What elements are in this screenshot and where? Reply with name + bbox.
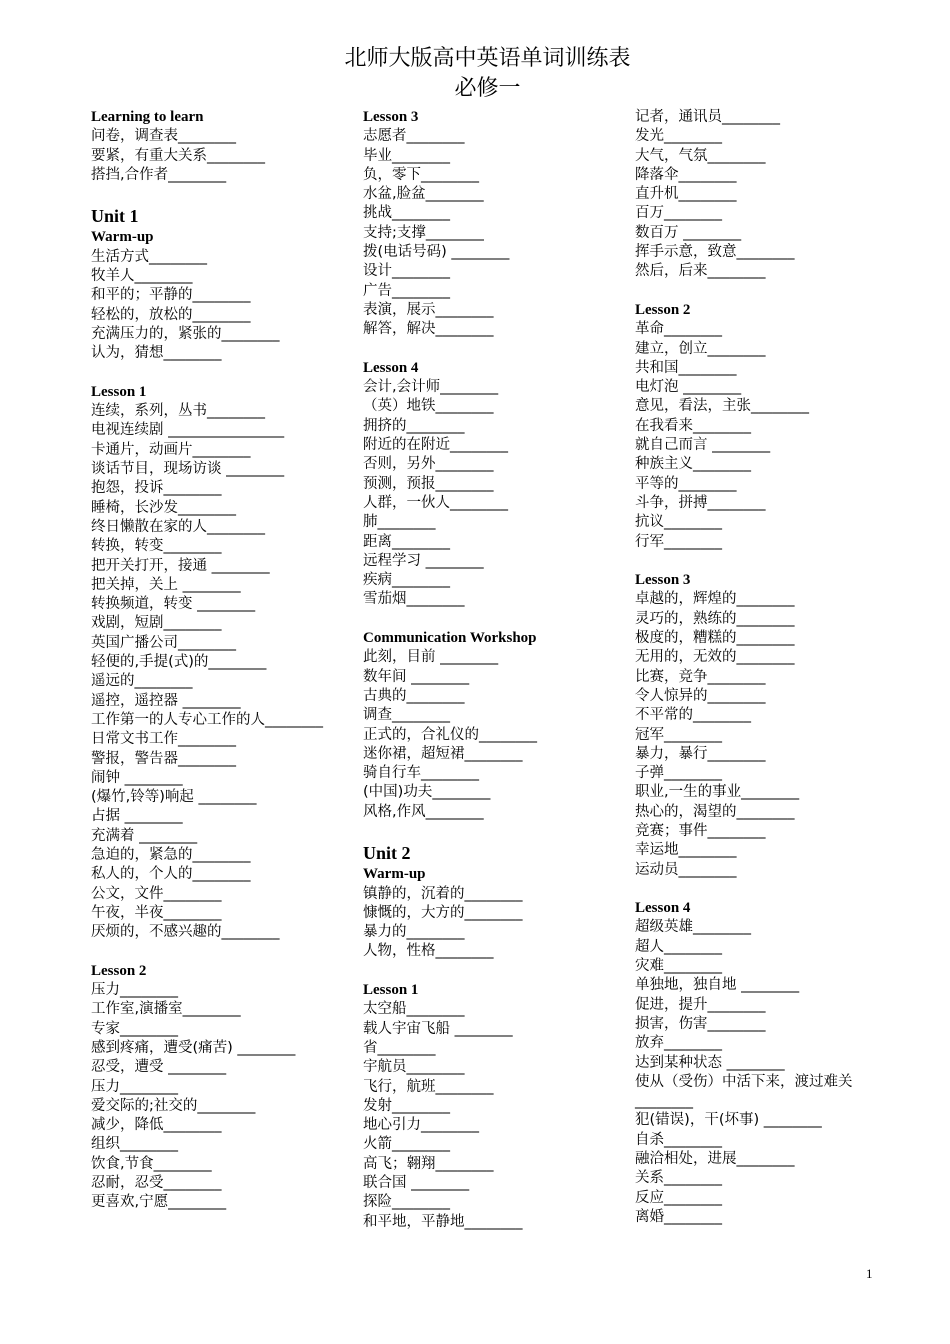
vocab-line: 电视连续剧 ________________ xyxy=(91,422,285,439)
vocab-line: 英国广播公司________ xyxy=(91,634,236,651)
vocab-line: 省________ xyxy=(363,1039,436,1056)
vocab-line: 预测，预报________ xyxy=(363,475,494,492)
vocab-line: 此刻，目前 ________ xyxy=(363,649,499,666)
column-1 xyxy=(91,108,351,1213)
vocab-line: 人物，性格________ xyxy=(363,943,494,960)
vocab-line: 无用的，无效的________ xyxy=(635,649,795,666)
vocab-line: 记者，通讯员________ xyxy=(635,109,780,125)
vocab-line: 负，零下________ xyxy=(363,166,479,183)
section-spacer xyxy=(363,962,623,981)
section-spacer xyxy=(363,340,623,359)
vocab-line: 忍受，遭受 ________ xyxy=(91,1059,227,1076)
vocab-line: 减少，降低________ xyxy=(91,1117,222,1134)
vocab-line: (爆竹,铃等)响起 ________ xyxy=(91,789,257,806)
vocab-line: 厌烦的，不感兴趣的________ xyxy=(91,924,280,941)
vocab-line: 饮食,节食________ xyxy=(91,1155,212,1172)
vocab-line: 调查________ xyxy=(363,707,450,724)
vocab-line: 日常文书工作________ xyxy=(91,731,236,748)
vocab-line: 专家________ xyxy=(91,1020,178,1037)
vocab-line: 运动员________ xyxy=(635,861,737,878)
vocab-line: 数百万 ________ xyxy=(635,224,742,241)
vocab-line: 戏剧，短剧________ xyxy=(91,615,222,632)
vocab-line: 挑战________ xyxy=(363,205,450,222)
vocab-line: 意见，看法，主张________ xyxy=(635,398,809,415)
vocab-line: 灾难________ xyxy=(635,958,722,975)
vocab-line: 热心的，渴望的________ xyxy=(635,803,795,820)
vocab-line: 载人宇宙飞船 ________ xyxy=(363,1020,513,1037)
vocab-line: 职业,一生的事业________ xyxy=(635,784,800,801)
vocab-line: 表演，展示________ xyxy=(363,301,494,318)
section-heading: Lesson 2 xyxy=(91,962,147,979)
vocab-line: 使从（受伤）中活下来，渡过难关________ xyxy=(635,1073,853,1110)
section-spacer xyxy=(91,185,351,204)
page-title xyxy=(0,44,950,104)
vocab-line: 暴力的________ xyxy=(363,924,465,941)
vocab-line: 太空船________ xyxy=(363,1001,465,1018)
vocab-line: (中国)功夫________ xyxy=(363,784,491,801)
vocab-line: （英）地铁________ xyxy=(363,398,494,415)
vocab-line: 然后，后来________ xyxy=(635,263,766,280)
vocab-line: 私人的，个人的________ xyxy=(91,866,251,883)
vocab-line: 地心引力________ xyxy=(363,1117,479,1134)
section-spacer xyxy=(363,610,623,629)
vocab-line: 在我看来________ xyxy=(635,417,751,434)
vocab-line: 暴力，暴行________ xyxy=(635,745,766,762)
section-heading: Warm-up xyxy=(363,866,426,883)
vocab-line: 广告________ xyxy=(363,282,450,299)
vocab-line: 工作第一的人专心工作的人________ xyxy=(91,711,323,728)
vocab-line: 共和国________ xyxy=(635,359,737,376)
vocab-line: 拨(电话号码) ________ xyxy=(363,244,510,261)
vocab-line: 支持;支撑________ xyxy=(363,224,484,241)
vocab-line: 毕业________ xyxy=(363,147,450,164)
vocab-line: 水盆,脸盆________ xyxy=(363,186,484,203)
section-heading: Lesson 3 xyxy=(635,572,691,589)
vocab-line: 转换频道，转变 ________ xyxy=(91,596,256,613)
vocab-line: 损害，伤害________ xyxy=(635,1015,766,1032)
vocab-line: 电灯泡 ________ xyxy=(635,379,742,396)
vocab-line: 超级英雄________ xyxy=(635,919,751,936)
section-spacer xyxy=(91,364,351,383)
page-number: 1 xyxy=(866,1266,873,1281)
vocab-line: 拥挤的________ xyxy=(363,417,465,434)
vocab-line: 抗议________ xyxy=(635,514,722,531)
vocab-line: 问卷，调查表________ xyxy=(91,128,236,145)
vocab-line: 犯(错误)，干(坏事) ________ xyxy=(635,1112,822,1129)
vocab-line: 平等的________ xyxy=(635,475,737,492)
vocab-line: 宇航员________ xyxy=(363,1059,465,1076)
vocab-line: 组织________ xyxy=(91,1136,178,1153)
vocab-line: 古典的________ xyxy=(363,687,465,704)
vocab-line: 降落伞________ xyxy=(635,166,737,183)
vocab-line: 午夜，半夜________ xyxy=(91,904,222,921)
vocab-line: 附近的在附近________ xyxy=(363,437,508,454)
vocab-line: 数年间 ________ xyxy=(363,668,470,685)
vocab-line: 卡通片，动画片________ xyxy=(91,441,251,458)
vocab-line: 卓越的，辉煌的________ xyxy=(635,591,795,608)
vocab-line: 充满压力的，紧张的________ xyxy=(91,325,280,342)
vocab-line: 种族主义________ xyxy=(635,456,751,473)
vocab-line: 离婚________ xyxy=(635,1208,722,1225)
vocab-line: 志愿者________ xyxy=(363,128,465,145)
vocab-line: 骑自行车________ xyxy=(363,765,479,782)
vocab-line: 大气，气氛________ xyxy=(635,147,766,164)
vocab-line: 飞行，航班________ xyxy=(363,1078,494,1095)
vocab-line: 百万________ xyxy=(635,205,722,222)
section-heading: Learning to learn xyxy=(91,109,204,125)
vocab-line: 自杀________ xyxy=(635,1131,722,1148)
vocab-line: 否则，另外________ xyxy=(363,456,494,473)
section-heading: Warm-up xyxy=(91,229,154,246)
vocab-line: 睡椅，长沙发________ xyxy=(91,499,236,516)
vocab-line: 镇静的，沉着的________ xyxy=(363,885,523,902)
section-spacer xyxy=(91,942,351,961)
title-line-2: 必修一 xyxy=(454,76,521,101)
vocab-line: 爱交际的;社交的________ xyxy=(91,1097,256,1114)
vocab-line: 令人惊异的________ xyxy=(635,687,766,704)
vocab-line: 行军________ xyxy=(635,533,722,550)
vocab-line: 遥控，遥控器 ________ xyxy=(91,692,241,709)
vocab-line: 幸运地________ xyxy=(635,842,737,859)
vocab-line: 融洽相处，进展________ xyxy=(635,1151,795,1168)
vocab-line: 雪茄烟________ xyxy=(363,591,465,608)
section-spacer xyxy=(635,880,905,899)
vocab-line: 和平地，平静地________ xyxy=(363,1213,523,1230)
vocab-line: 关系________ xyxy=(635,1170,722,1187)
vocab-line: 迷你裙，超短裙________ xyxy=(363,745,523,762)
vocab-line: 单独地，独自地 ________ xyxy=(635,977,800,994)
section-heading: Lesson 1 xyxy=(363,982,419,999)
vocab-line: 遥远的________ xyxy=(91,673,193,690)
vocab-line: 就自己而言 ________ xyxy=(635,437,771,454)
section-heading: Lesson 2 xyxy=(635,301,691,318)
section-heading: Lesson 4 xyxy=(363,359,419,376)
vocab-line: 更喜欢,宁愿________ xyxy=(91,1194,227,1211)
vocab-line: 肺________ xyxy=(363,514,436,531)
vocab-line: 促进，提升________ xyxy=(635,996,766,1013)
vocab-line: 距离________ xyxy=(363,533,450,550)
vocab-line: 慷慨的，大方的________ xyxy=(363,904,523,921)
vocab-line: 警报，警告器________ xyxy=(91,750,236,767)
vocab-line: 探险________ xyxy=(363,1194,450,1211)
vocab-line: 疾病________ xyxy=(363,572,450,589)
column-3 xyxy=(635,108,905,1227)
vocab-line: 子弹________ xyxy=(635,765,722,782)
vocab-line: 达到某种状态 ________ xyxy=(635,1054,785,1071)
vocab-line: 人群，一伙人________ xyxy=(363,494,508,511)
vocab-line: 革命________ xyxy=(635,321,722,338)
vocab-line: 竞赛；事件________ xyxy=(635,822,766,839)
vocab-line: 高飞；翱翔________ xyxy=(363,1155,494,1172)
section-spacer xyxy=(635,282,905,301)
vocab-line: 冠军________ xyxy=(635,726,722,743)
vocab-line: 要紧，有重大关系________ xyxy=(91,147,265,164)
vocab-line: 忍耐，忍受________ xyxy=(91,1175,222,1192)
vocab-line: 生活方式________ xyxy=(91,248,207,265)
vocab-line: 认为，猜想________ xyxy=(91,345,222,362)
section-heading: Lesson 1 xyxy=(91,383,147,400)
section-heading: Lesson 4 xyxy=(635,900,691,917)
vocab-line: 反应________ xyxy=(635,1189,722,1206)
vocab-line: 感到疼痛，遭受(痛苦) ________ xyxy=(91,1039,296,1056)
vocab-line: 不平常的________ xyxy=(635,707,751,724)
vocab-line: 牧羊人________ xyxy=(91,268,193,285)
vocab-line: 急迫的，紧急的________ xyxy=(91,846,251,863)
unit-heading: Unit 1 xyxy=(91,206,139,227)
vocab-line: 轻便的,手提(式)的________ xyxy=(91,654,267,671)
vocab-line: 火箭________ xyxy=(363,1136,450,1153)
vocab-line: 转换，转变________ xyxy=(91,538,222,555)
vocab-line: 正式的，合礼仪的________ xyxy=(363,726,537,743)
vocab-line: 工作室,演播室________ xyxy=(91,1001,241,1018)
vocab-line: 解答，解决________ xyxy=(363,321,494,338)
vocab-line: 把关掉，关上 ________ xyxy=(91,576,241,593)
vocab-line: 风格,作风________ xyxy=(363,803,484,820)
vocab-line: 搭挡,合作者________ xyxy=(91,166,227,183)
vocab-line: 灵巧的，熟练的________ xyxy=(635,610,795,627)
vocab-line: 远程学习 ________ xyxy=(363,552,484,569)
vocab-line: 会计,会计师________ xyxy=(363,379,499,396)
vocab-line: 占据 ________ xyxy=(91,808,183,825)
vocab-line: 放弃________ xyxy=(635,1035,722,1052)
vocab-line: 设计________ xyxy=(363,263,450,280)
vocab-line: 终日懒散在家的人________ xyxy=(91,518,265,535)
section-spacer xyxy=(635,552,905,571)
vocab-line: 比赛，竞争________ xyxy=(635,668,766,685)
vocab-line: 压力________ xyxy=(91,1078,178,1095)
column-2 xyxy=(363,108,623,1232)
vocab-line: 谈话节目，现场访谈 ________ xyxy=(91,461,285,478)
vocab-line: 轻松的，放松的________ xyxy=(91,306,251,323)
vocab-line: 闹钟 ________ xyxy=(91,769,183,786)
vocab-line: 连续，系列，丛书________ xyxy=(91,403,265,420)
section-heading: Communication Workshop xyxy=(363,630,537,647)
vocab-line: 斗争，拼搏________ xyxy=(635,494,766,511)
vocab-line: 压力________ xyxy=(91,982,178,999)
vocab-line: 超人________ xyxy=(635,938,722,955)
vocab-line: 发射________ xyxy=(363,1097,450,1114)
vocab-line: 充满着 ________ xyxy=(91,827,198,844)
vocab-line: 公文，文件________ xyxy=(91,885,222,902)
title-line-1: 北师大版高中英语单词训练表 xyxy=(344,46,631,71)
vocab-line: 挥手示意，致意________ xyxy=(635,244,795,261)
vocab-line: 发光________ xyxy=(635,128,722,145)
section-spacer xyxy=(363,822,623,841)
section-heading: Lesson 3 xyxy=(363,109,419,125)
vocab-line: 抱怨，投诉________ xyxy=(91,480,222,497)
vocab-line: 极度的，糟糕的________ xyxy=(635,630,795,647)
unit-heading: Unit 2 xyxy=(363,843,411,864)
vocab-line: 把开关打开，接通 ________ xyxy=(91,557,270,574)
vocab-line: 直升机________ xyxy=(635,186,737,203)
vocab-line: 和平的；平静的________ xyxy=(91,287,251,304)
vocab-line: 建立，创立________ xyxy=(635,340,766,357)
vocab-line: 联合国 ________ xyxy=(363,1175,470,1192)
